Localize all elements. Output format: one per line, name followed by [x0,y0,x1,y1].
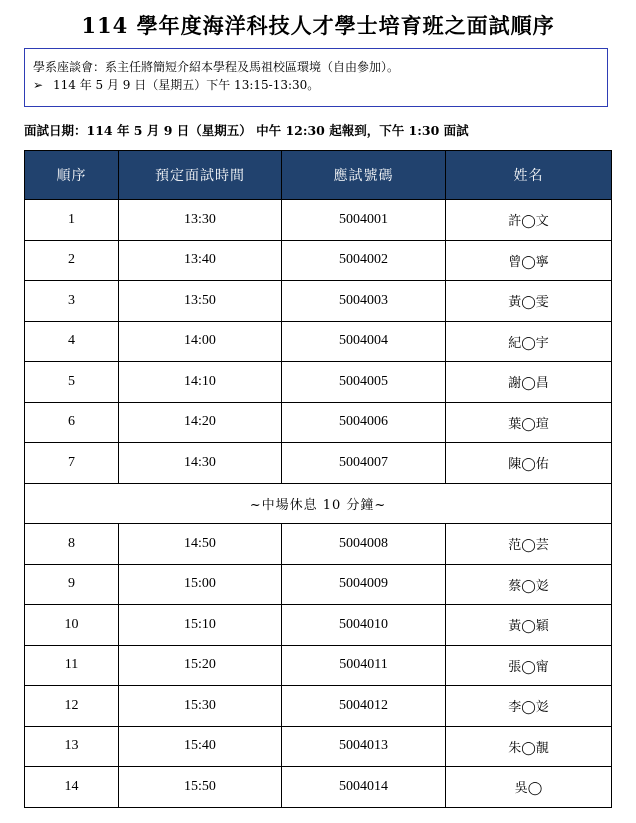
cell-name: 黃◯穎 [446,605,612,646]
cell-order: 14 [25,767,119,808]
cell-number: 5004010 [282,605,446,646]
cell-name: 謝◯昌 [446,362,612,403]
header-order: 順序 [25,151,119,200]
cell-number: 5004005 [282,362,446,403]
cell-name: 朱◯靚 [446,726,612,767]
header-name: 姓名 [446,151,612,200]
cell-time: 15:20 [119,645,282,686]
cell-time: 14:50 [119,524,282,565]
table-row [25,443,612,484]
header-number: 應試號碼 [282,151,446,200]
cell-order: 4 [25,321,119,362]
cell-time: 15:40 [119,726,282,767]
cell-order: 7 [25,443,119,484]
notice-line-1: 學系座談會：系主任將簡短介紹本學程及馬祖校區環境（自由參加）。 [33,60,400,74]
cell-time: 14:10 [119,362,282,403]
cell-name: 黃◯雯 [446,281,612,322]
table-row [25,200,612,241]
cell-order: 13 [25,726,119,767]
cell-order: 12 [25,686,119,727]
cell-number: 5004002 [282,240,446,281]
cell-time: 15:00 [119,564,282,605]
table-body [25,200,612,808]
table-row [25,726,612,767]
cell-time: 15:50 [119,767,282,808]
cell-order: 3 [25,281,119,322]
cell-time: 15:30 [119,686,282,727]
cell-order: 1 [25,200,119,241]
break-row [25,483,612,524]
cell-time: 13:30 [119,200,282,241]
cell-order: 2 [25,240,119,281]
cell-name: 范◯芸 [446,524,612,565]
cell-number: 5004001 [282,200,446,241]
cell-order: 10 [25,605,119,646]
cell-number: 5004011 [282,645,446,686]
cell-name: 張◯甯 [446,645,612,686]
cell-order: 8 [25,524,119,565]
cell-order: 6 [25,402,119,443]
cell-name: 許◯文 [446,200,612,241]
cell-number: 5004008 [282,524,446,565]
table-row [25,281,612,322]
cell-name: 紀◯宇 [446,321,612,362]
cell-name: 吳◯ [446,767,612,808]
cell-name: 葉◯瑄 [446,402,612,443]
table-row [25,767,612,808]
table-header-row [25,151,612,200]
cell-order: 11 [25,645,119,686]
arrow-bullet-icon: ➢ [33,78,44,92]
interview-schedule-table [24,150,612,808]
table-row [25,321,612,362]
notice-line-2 [33,76,599,94]
cell-time: 15:10 [119,605,282,646]
table-row [25,402,612,443]
table-row [25,645,612,686]
cell-number: 5004009 [282,564,446,605]
table-row [25,524,612,565]
cell-name: 陳◯佑 [446,443,612,484]
cell-name: 曾◯寧 [446,240,612,281]
cell-time: 14:20 [119,402,282,443]
cell-number: 5004014 [282,767,446,808]
cell-number: 5004006 [282,402,446,443]
cell-number: 5004007 [282,443,446,484]
cell-time: 14:30 [119,443,282,484]
table-row [25,605,612,646]
cell-number: 5004013 [282,726,446,767]
page-title: 114 學年度海洋科技人才學士培育班之面試順序 [81,13,555,38]
cell-time: 13:40 [119,240,282,281]
cell-time: 14:00 [119,321,282,362]
cell-order: 9 [25,564,119,605]
break-label: ~中場休息 10 分鐘~ [25,483,612,524]
notice-line-2-text: 114 年 5 月 9 日（星期五）下午 13:15-13:30。 [53,78,320,92]
cell-order: 5 [25,362,119,403]
table-row [25,564,612,605]
cell-name: 蔡◯彣 [446,564,612,605]
table-row [25,686,612,727]
table-row [25,362,612,403]
interview-date-line: 面試日期：114 年 5 月 9 日（星期五） 中午 12:30 起報到，下午 1:30 面試 [24,123,469,138]
notice-box [24,48,608,107]
cell-number: 5004003 [282,281,446,322]
cell-number: 5004004 [282,321,446,362]
cell-time: 13:50 [119,281,282,322]
header-time: 預定面試時間 [119,151,282,200]
table-row [25,240,612,281]
cell-number: 5004012 [282,686,446,727]
cell-name: 李◯彣 [446,686,612,727]
